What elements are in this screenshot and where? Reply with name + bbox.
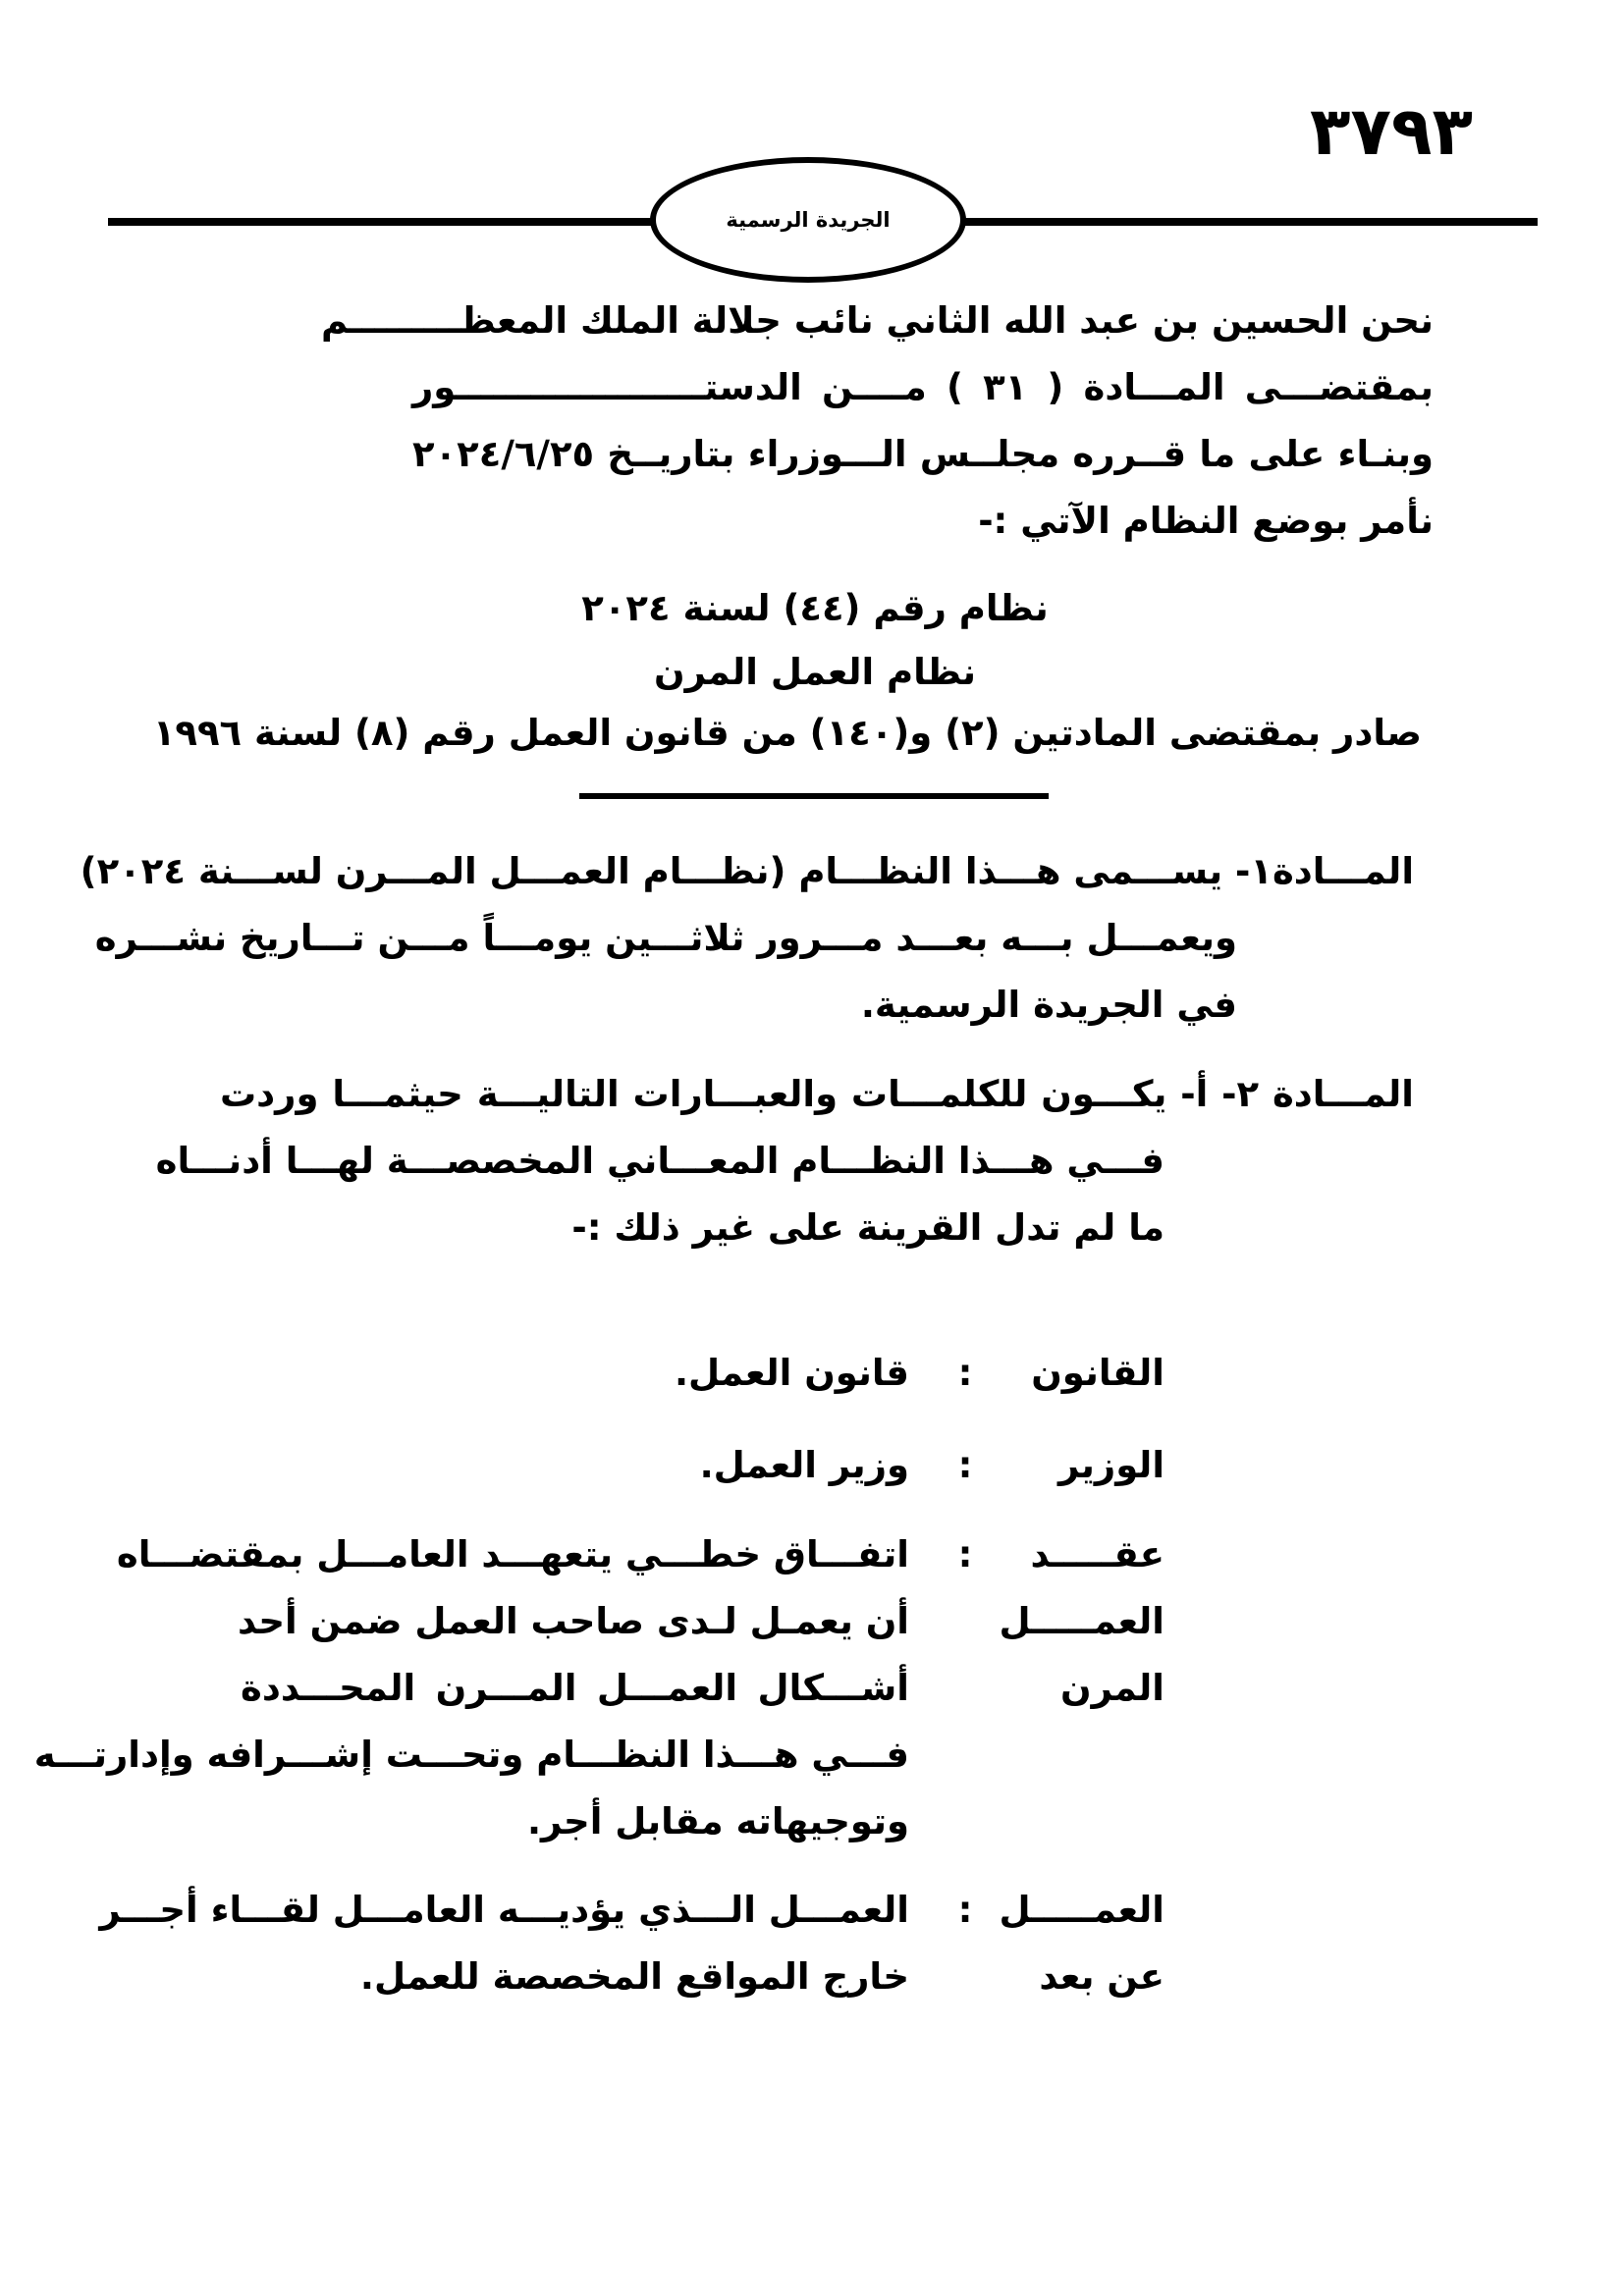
definition-text-contract-line-4: فـــي هـــذا النظـــام وتحـــت إشـــرافه وإدارتـــه (33, 1734, 909, 1776)
definition-term-contract-line-1: عقـــــد (1030, 1533, 1164, 1575)
definition-text-contract-line-2: أن يعمـل لـدى صاحب العمل ضمن أحد (238, 1600, 909, 1642)
article-2-line-3: ما لم تدل القرينة على غير ذلك :- (571, 1206, 1164, 1249)
preamble-line-3: وبنـاء على ما قــرره مجلــس الـــوزراء بتاريــخ ٢٠٢٤/٦/٢٥ (412, 433, 1434, 475)
article-2-line-2: فـــي هـــذا النظـــام المعـــاني المخصصـــة لهـــا أدنـــاه (155, 1140, 1164, 1182)
page-number: ٣٧٩٣ (1309, 93, 1473, 171)
definition-text-contract-line-1: اتفـــاق خطـــي يتعهـــد العامـــل بمقتضـــاه (116, 1533, 909, 1575)
regulation-issued-under: صادر بمقتضى المادتين (٢) و(١٤٠) من قانون العمل رقم (٨) لسنة ١٩٩٦ (152, 712, 1422, 754)
definition-term-law: القانون (1031, 1352, 1164, 1394)
definition-text-law: قانون العمل. (674, 1352, 909, 1394)
gazette-header-label: الجريدة الرسمية (726, 208, 891, 232)
article-1-line-2: ويعمـــل بـــه بعـــد مـــرور ثلاثـــين يومـــاً مـــن تـــاريخ نشـــره (94, 917, 1237, 959)
definition-term-minister: الوزير (1058, 1444, 1164, 1486)
header-rule-left (108, 218, 658, 226)
article-1-line-3: في الجريدة الرسمية. (860, 984, 1237, 1026)
header-rule-right (958, 218, 1538, 226)
definition-term-remote-line-2: عن بعد (1039, 1955, 1164, 1998)
gazette-header-oval (650, 157, 966, 283)
definition-colon-contract: : (957, 1533, 973, 1575)
preamble-line-4: نأمر بوضع النظام الآتي :- (978, 500, 1434, 542)
definition-text-contract-line-5: وتوجيهاته مقابل أجر. (526, 1800, 909, 1842)
preamble-line-2: بمقتضـــى المـــادة ( ٣١ ) مــــن الدستــــــــــــــــــــور (412, 366, 1434, 408)
definition-colon-minister: : (957, 1444, 973, 1486)
definition-text-remote-line-2: خارج المواقع المخصصة للعمل. (359, 1955, 909, 1998)
regulation-name: نظام العمل المرن (654, 651, 976, 693)
definition-colon-law: : (957, 1352, 973, 1394)
article-2-line-1: المـــادة ٢- أ- يكـــون للكلمـــات والعبـــارات التاليـــة حيثمـــا وردت (220, 1073, 1414, 1115)
preamble-line-1: نحن الحسين بن عبد الله الثاني نائب جلالة الملك المعظـــــــــم (320, 299, 1434, 342)
article-1-line-1: المـــادة١- يســـمى هـــذا النظـــام (نظـــام العمـــل المـــرن لســـنة ٢٠٢٤) (80, 850, 1414, 892)
regulation-number: نظام رقم (٤٤) لسنة ٢٠٢٤ (581, 587, 1049, 629)
definition-text-minister: وزير العمل. (699, 1444, 909, 1486)
title-divider (579, 793, 1049, 799)
definition-text-contract-line-3: أشـــكال العمـــل المـــرن المحـــددة (241, 1667, 909, 1709)
definition-term-contract-line-2: العمـــــل (999, 1600, 1164, 1642)
definition-term-contract-line-3: المرن (1060, 1667, 1164, 1709)
definition-text-remote-line-1: العمـــل الـــذي يؤديـــه العامـــل لقـــاء أجـــر (99, 1889, 909, 1931)
definition-term-remote-line-1: العمـــــل (999, 1889, 1164, 1931)
definition-colon-remote: : (957, 1889, 973, 1931)
